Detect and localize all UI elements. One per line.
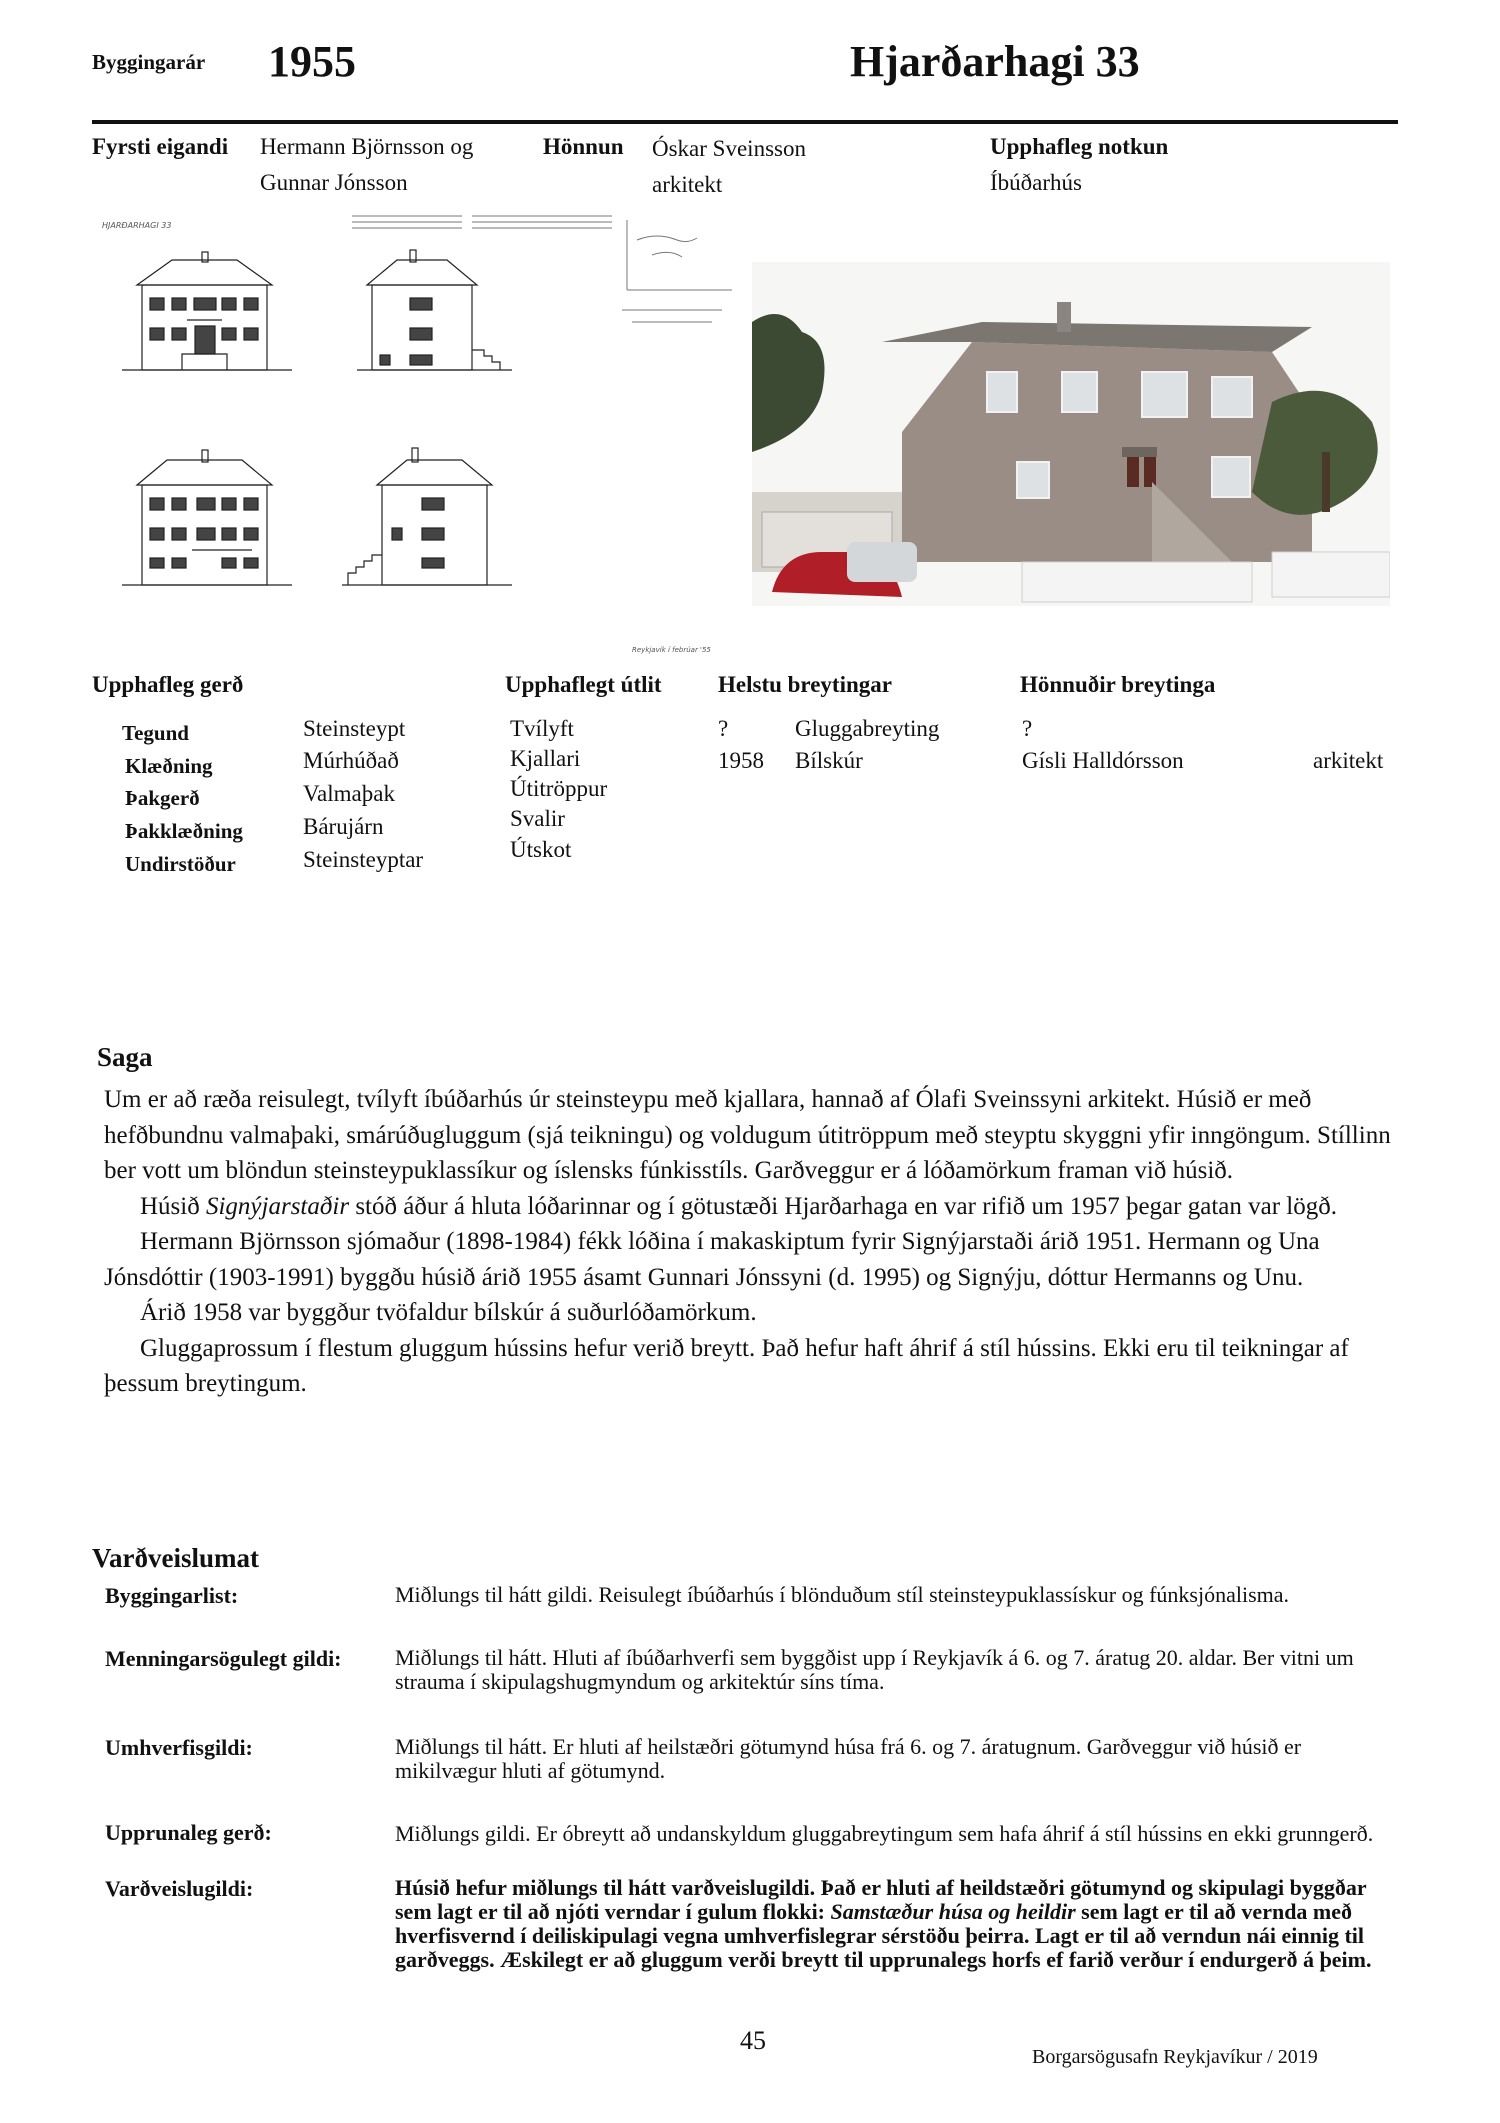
change-description: Bílskúr: [795, 748, 863, 773]
saga-paragraph: Um er að ræða reisulegt, tvílyft íbúðarhús úr steinsteypu með kjallara, hannað af Ólafi Sveinssyni arkitekt. Húsið er með hefðbundnu valmaþaki, smárúðugluggum (sjá teikningu) og voldugum útitröppum með steyptu skyggni yfir inngöngum. Stíllinn ber vott um blöndun steinsteypuklassíkur og íslensks fúnkisstíls. Garðveggur er á lóðamörkum framan við húsið.: [104, 1086, 1391, 1184]
drawing-title: HJARÐARHAGI 33: [102, 221, 172, 230]
page-number: 45: [740, 2026, 766, 2055]
spec-value-foundation: Steinsteyptar: [303, 847, 424, 872]
saga-heading: Saga: [97, 1042, 153, 1072]
saga-paragraph: Árið 1958 var byggður tvöfaldur bílskúr á suðurlóðamörkum.: [140, 1299, 757, 1326]
original-use-value: Íbúðarhús: [990, 170, 1082, 195]
assessment-text-architecture: Miðlungs til hátt gildi. Reisulegt íbúðarhús í blönduðum stíl steinsteypuklassískur og fúnksjónalisma.: [395, 1582, 1290, 1607]
spec-value-roof-type: Valmaþak: [303, 781, 395, 806]
signature-stamps: [352, 216, 732, 322]
assessment-label-cultural: Menningarsögulegt gildi:: [105, 1646, 342, 1671]
first-owner-label: Fyrsti eigandi: [92, 134, 229, 159]
change-designers-heading: Hönnuðir breytinga: [1020, 672, 1216, 697]
saga-text: [104, 1082, 1394, 1402]
assessment-label-original-form: Upprunaleg gerð:: [105, 1820, 272, 1845]
elevation-side: [357, 250, 512, 370]
elevation-side-2: [342, 448, 512, 585]
original-look-item: Útitröppur: [510, 776, 608, 801]
original-form-heading: Upphafleg gerð: [92, 672, 244, 697]
spec-value-type: Steinsteypt: [303, 716, 406, 741]
original-look-item: Svalir: [510, 806, 565, 831]
designer-name: Óskar Sveinsson: [652, 136, 806, 161]
spec-value-roof-cladding: Bárujárn: [303, 814, 384, 839]
header-rule: [92, 120, 1398, 124]
change-year: ?: [718, 716, 729, 741]
assessment-heading: Varðveislumat: [92, 1543, 259, 1573]
spec-label-roof-type: Þakgerð: [125, 786, 200, 810]
address-title: Hjarðarhagi 33: [850, 37, 1140, 86]
spec-label-roof-cladding: Þakklæðning: [125, 819, 243, 843]
source-credit: Borgarsögusafn Reykjavíkur / 2019: [1032, 2046, 1318, 2068]
elevation-front: [122, 252, 292, 370]
spec-label-type: Tegund: [122, 721, 189, 745]
first-owner-line2: Gunnar Jónsson: [260, 170, 408, 195]
change-designer: ?: [1022, 716, 1033, 741]
first-owner-line1: Hermann Björnsson og: [260, 134, 474, 159]
assessment-label-preservation: Varðveislugildi:: [105, 1876, 254, 1901]
spec-label-cladding: Klæðning: [125, 754, 213, 778]
change-description: Gluggabreyting: [795, 716, 940, 741]
assessment-label-environment: Umhverfisgildi:: [105, 1735, 253, 1760]
saga-paragraph: Húsið Signýjarstaðir stóð áður á hluta lóðarinnar og í götustæði Hjarðarhaga en var rifið um 1957 þegar gatan var lögð.: [140, 1192, 1337, 1220]
assessment-text-preservation: Húsið hefur miðlungs til hátt varðveislugildi. Það er hluti af heildstæðri götumynd og skipulagi byggðar sem lagt er til að njóti verndar í gulum flokki: Samstæður húsa og heildir sem lagt er til að vernda með hverfisvernd í deiliskipulagi vegna umhverfislegrar sérstöðu þeirra. Lagt er til að verndun nái einnig til garðveggs. Æskilegt er að gluggum verði breytt til upprunalegs horfs ef farið verður í endurgerð á þeim.: [395, 1875, 1372, 1972]
original-look-item: Útskot: [510, 837, 572, 862]
saga-paragraph: Hermann Björnsson sjómaður (1898-1984) fékk lóðina í makaskiptum fyrir Signýjarstaði árið 1951. Hermann og Una Jónsdóttir (1903-1991) byggðu húsið árið 1955 ásamt Gunnari Jónssyni (d. 1995) og Signýju, dóttur Hermanns og Unu.: [104, 1228, 1320, 1291]
elevation-rear: [122, 450, 292, 585]
drawing-stamp: Reykjavík í febrúar '55: [632, 646, 711, 654]
spec-value-cladding: Múrhúðað: [303, 748, 399, 773]
original-look-heading: Upphaflegt útlit: [505, 672, 662, 697]
architectural-drawing: [92, 210, 732, 660]
year-built-value: 1955: [268, 37, 356, 86]
change-year: 1958: [718, 748, 764, 773]
assessment-text-environment: Miðlungs til hátt. Er hluti af heilstæðri götumynd húsa frá 6. og 7. áratugnum. Garðveggur við húsið er mikilvægur hluti af götumynd.: [395, 1734, 1302, 1783]
original-use-label: Upphafleg notkun: [990, 134, 1169, 159]
assessment-text-original-form: Miðlungs gildi. Er óbreytt að undanskyldum gluggabreytingum sem hafa áhrif á stíl hússins en ekki grunngerð.: [395, 1821, 1374, 1846]
saga-paragraph: Gluggaprossum í flestum gluggum hússins hefur verið breytt. Það hefur haft áhrif á stíl hússins. Ekki eru til teikningar af þessum breytingum.: [104, 1334, 1349, 1397]
house-photo: [752, 262, 1390, 606]
change-designer: Gísli Halldórsson: [1022, 748, 1184, 773]
designer-title: arkitekt: [652, 172, 723, 197]
design-label: Hönnun: [543, 134, 624, 159]
spec-label-foundation: Undirstöður: [125, 852, 236, 876]
assessment-text-cultural: Miðlungs til hátt. Hluti af íbúðarhverfi sem byggðist upp í Reykjavík á 6. og 7. áratug 20. aldar. Ber vitni um strauma í skipulagshugmyndum og arkitektúr síns tíma.: [395, 1645, 1354, 1694]
original-look-item: Tvílyft: [510, 716, 574, 741]
year-built-label: Byggingarár: [92, 50, 206, 74]
main-changes-heading: Helstu breytingar: [718, 672, 892, 697]
assessment-label-architecture: Byggingarlist:: [105, 1583, 239, 1608]
change-designer-title: arkitekt: [1313, 748, 1384, 773]
original-look-item: Kjallari: [510, 746, 581, 771]
